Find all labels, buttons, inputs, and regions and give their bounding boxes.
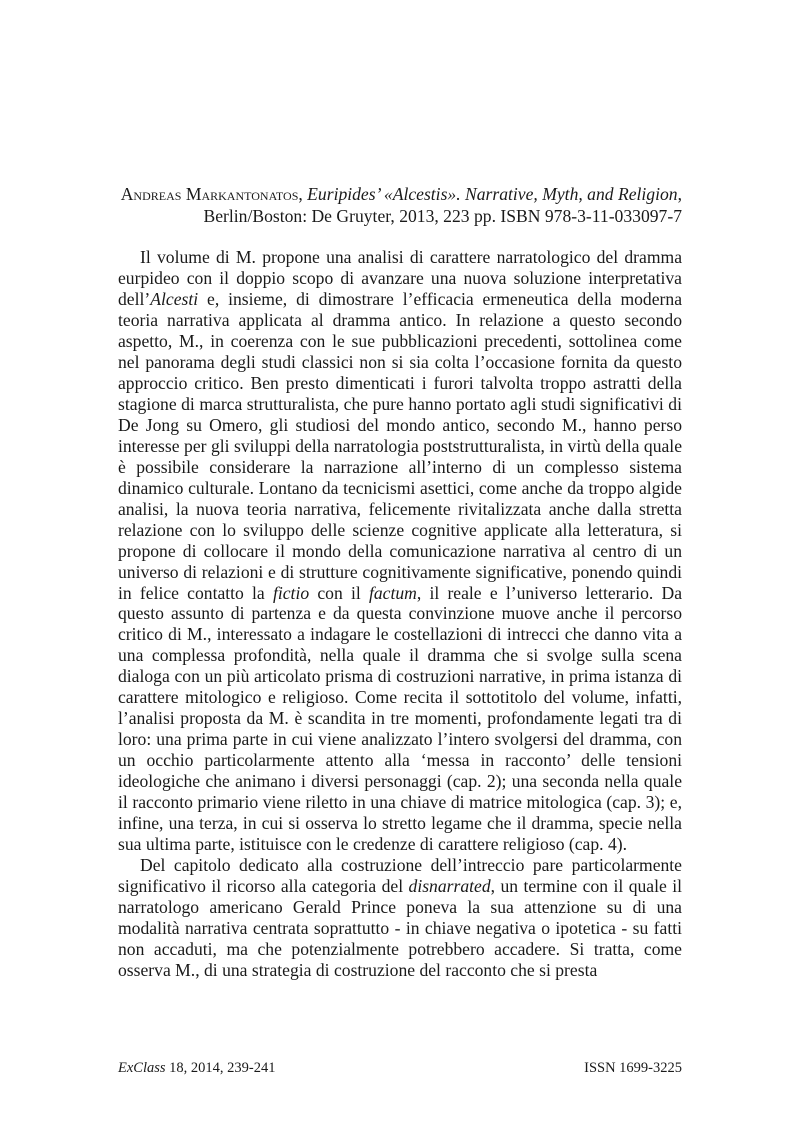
text-segment: Del capitolo dedicato alla costruzione dell’intreccio pare particolarmente significativo il ricorso alla categoria del	[118, 855, 682, 897]
book-citation: Andreas Markantonatos, Euripides’ «Alcestis». Narrative, Myth, and Religion, Berlin/Boston: De Gruyter, 2013, 223 pp. ISBN 978-3-11-033097-7	[120, 184, 682, 226]
review-body	[118, 247, 682, 981]
page-footer	[118, 1059, 682, 1077]
text-segment: , il reale e l’universo letterario. Da questo assunto di partenza e da questa convinzione muove anche il percorso critico di M., interessato a indagare le costellazioni di intrecci che danno vita a una complessa profondità, nella quale il dramma che si svolge sulla scena dialoga con un più articolato prisma di costruzioni narrative, in prima istanza di carattere mitologico e religioso. Come recita il sottotitolo del volume, infatti, l’analisi proposta da M. è scandita in tre momenti, profondamente legati tra di loro: una prima parte in cui viene analizzato l’intero svolgersi del dramma, con un occhio particolarmente attento alla ‘messa in racconto’ delle tensioni ideologiche che animano i diversi personaggi (cap. 2); una seconda nella quale il racconto primario viene riletto in una chiave di matrice mitologica (cap. 3); e, infine, una terza, in cui si osserva lo stretto legame che il dramma, specie nella sua ultima parte, istituisce con le credenze di carattere religioso (cap. 4).	[118, 582, 683, 855]
text-segment: , un termine con il quale il narratologo americano Gerald Prince poneva la sua attenzione su di una modalità narrativa centrata soprattutto - in chiave negativa o ipotetica - su fatti non accaduti, ma che potenzialmente potrebbero accadere. Si tratta, come osserva M., di una strategia di costruzione del racconto che si presta	[118, 876, 682, 980]
journal-reference	[118, 1059, 276, 1077]
journal-name: ExClass	[118, 1060, 166, 1076]
italic-segment: factum	[368, 582, 417, 603]
issn: ISSN 1699-3225	[584, 1060, 682, 1076]
italic-segment: fictio	[272, 582, 310, 603]
page-content	[118, 184, 682, 981]
citation-title-cont: Religion	[617, 184, 678, 204]
citation-author: Andreas Markantonatos	[120, 184, 299, 204]
citation-publication: , Berlin/Boston: De Gruyter, 2013, 223 pp. ISBN 978-3-11-033097-7	[203, 184, 682, 226]
text-segment: con il	[309, 582, 369, 603]
text-segment: e, insieme, di dimostrare l’efficacia ermeneutica della moderna teoria narrativa applicata al dramma antico. In relazione a questo secondo aspetto, M., in coerenza con le sue pubblicazioni precedenti, sottolinea come nel panorama degli studi classici non si sia colta l’occasione fornita da questo approccio critico. Ben presto dimenticati i furori talvolta troppo astratti della stagione di marca strutturalista, che pure hanno portato agli studi significativi di De Jong su Omero, gli studiosi del mondo antico, secondo M., hanno perso interesse per gli sviluppi della narratologia poststrutturalista, in virtù della quale è possibile considerare la narrazione all’interno di un complesso sistema dinamico culturale. Lontano da tecnicismi asettici, come anche da troppo algide analisi, la nuova teoria narrativa, felicemente rivitalizzata anche dalla stretta relazione con lo sviluppo delle scienze cognitive applicate alla letteratura, si propone di collocare il mondo della comunicazione narrativa al centro di un universo di relazioni e di strutture cognitivamente significative, ponendo quindi in felice contatto la	[118, 288, 682, 603]
paragraph	[118, 855, 682, 981]
italic-segment: disnarrated	[408, 876, 491, 897]
paragraph	[118, 247, 682, 855]
journal-details: 18, 2014, 239-241	[165, 1060, 276, 1076]
italic-segment: Alcesti	[150, 288, 199, 309]
text-segment: Il volume di M. propone una analisi di carattere narratologico del dramma eurpideo con il doppio scopo di avanzare una nuova soluzione interpretativa dell’	[118, 247, 682, 309]
citation-title: Euripides’ «Alcestis». Narrative, Myth, and	[307, 184, 614, 204]
